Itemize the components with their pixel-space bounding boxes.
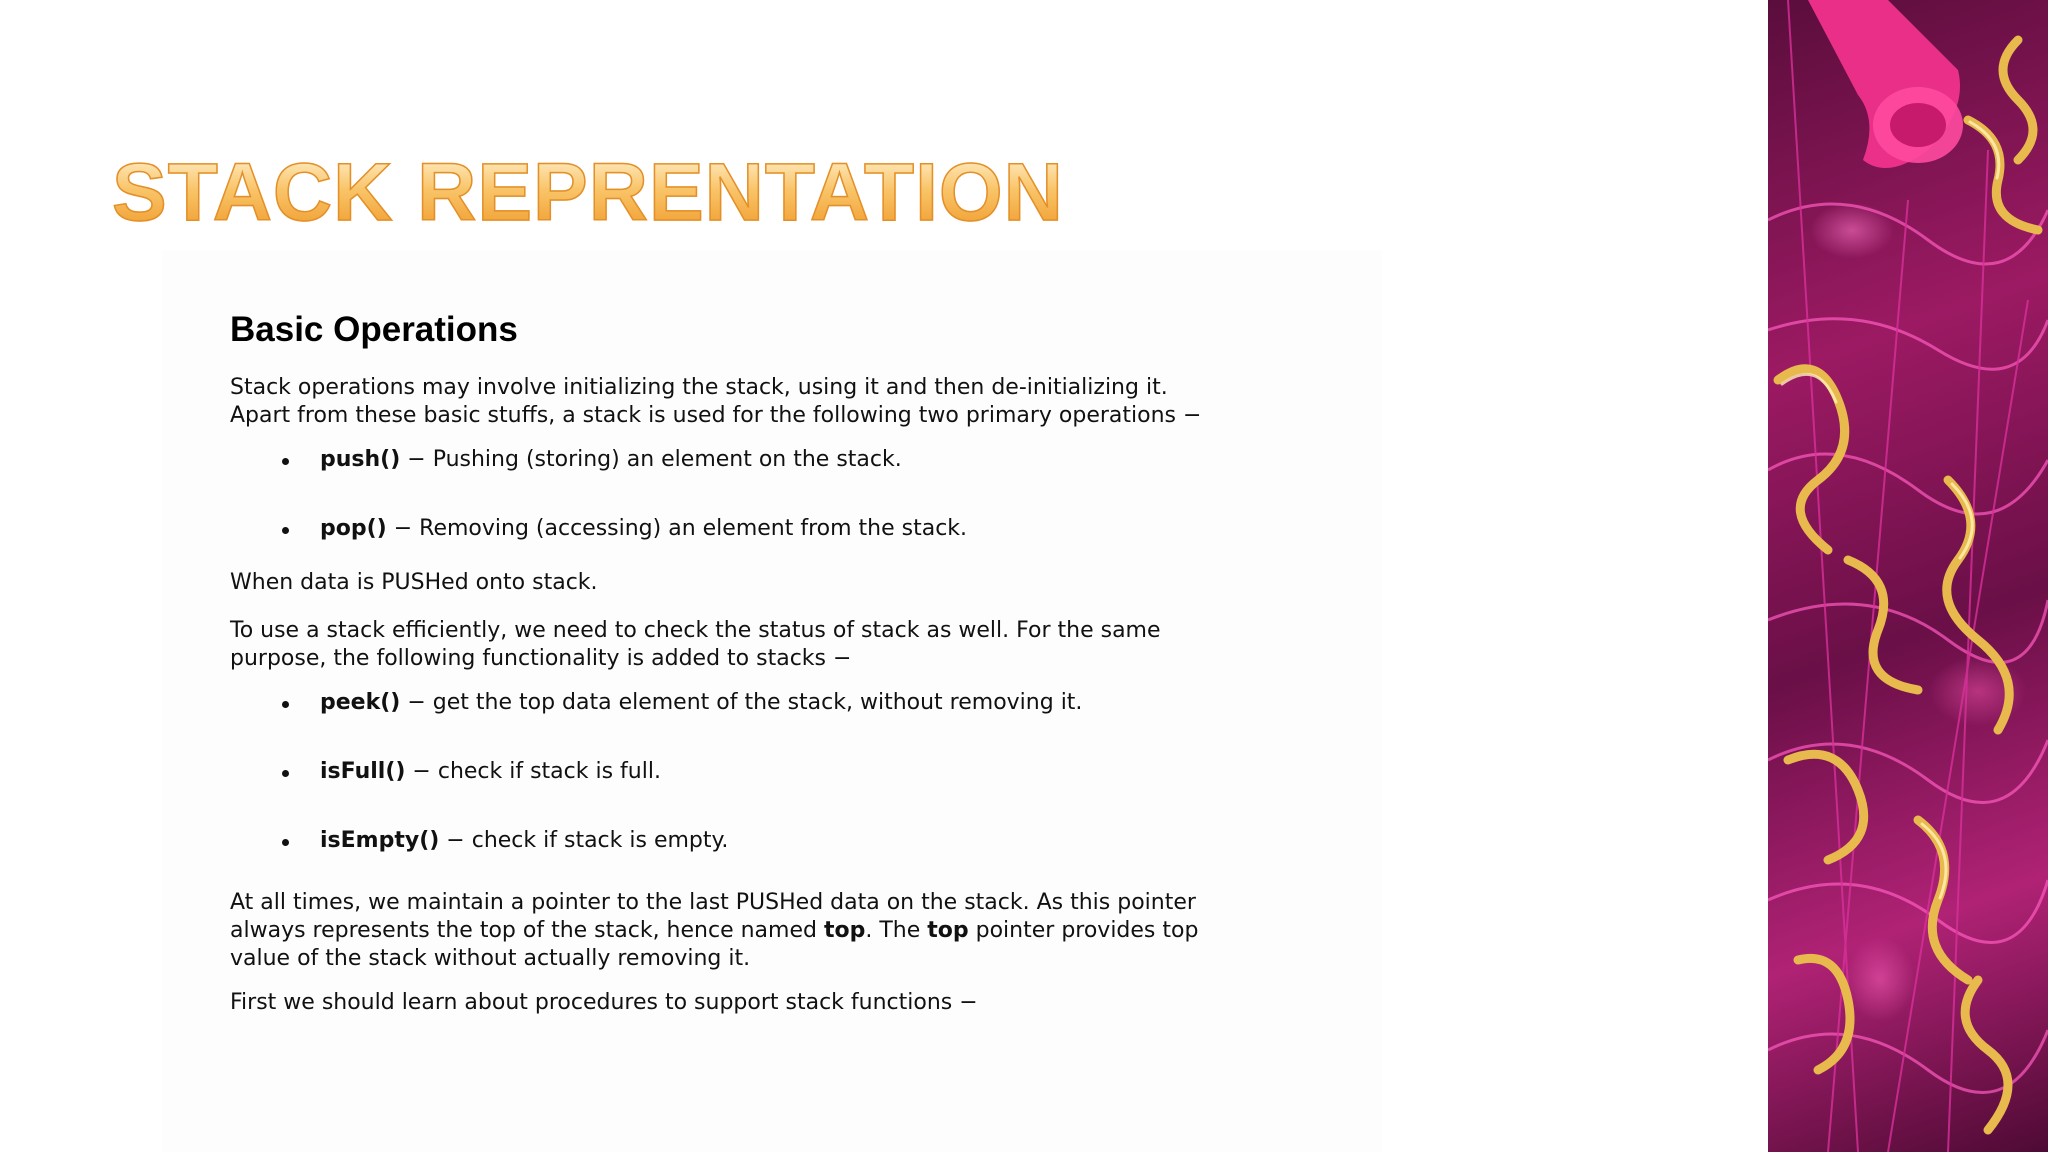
status-intro-line: purpose, the following functionality is added to stacks − [230,646,852,671]
list-item [230,515,1380,543]
bullet-icon [282,527,289,534]
list-item [230,758,1380,786]
primary-operations-list [230,446,1380,543]
operation-desc: − check if stack is full. [405,759,661,784]
pointer-line [230,917,1380,945]
status-operations-list [230,689,1380,855]
pointer-text: . The [865,918,928,943]
bullet-icon [282,458,289,465]
party-streamers-photo-icon [1768,0,2048,1152]
operation-name: peek() [320,690,401,715]
pointer-paragraph [230,889,1380,973]
top-keyword: top [927,918,969,943]
content-body [230,310,1380,1033]
top-keyword: top [823,918,866,943]
intro-line: Apart from these basic stuffs, a stack is used for the following two primary operations − [230,403,1202,428]
bullet-icon [282,839,289,846]
section-heading: Basic Operations [230,310,518,349]
pointer-text: pointer provides top [968,918,1199,943]
operation-name: isFull() [320,759,406,784]
pointer-line: At all times, we maintain a pointer to the last PUSHed data on the stack. As this pointer [230,890,1196,915]
operation-name: push() [320,447,401,472]
bullet-icon [282,770,289,777]
status-intro-paragraph [230,617,1380,673]
pointer-text: always represents the top of the stack, hence named [230,918,824,943]
operation-desc: − check if stack is empty. [439,828,729,853]
list-item [230,446,1380,474]
streamers-art [1768,0,2048,1152]
status-intro-line: To use a stack efficiently, we need to check the status of stack as well. For the same [230,618,1161,643]
operation-name: pop() [320,516,387,541]
push-note: When data is PUSHed onto stack. [230,570,598,595]
operation-name: isEmpty() [320,828,440,853]
list-item [230,827,1380,855]
list-item [230,689,1380,717]
operation-desc: − Pushing (storing) an element on the stack. [400,447,902,472]
intro-line: Stack operations may involve initializing the stack, using it and then de-initializing it. [230,375,1168,400]
operation-desc: − Removing (accessing) an element from the stack. [386,516,968,541]
intro-paragraph [230,374,1380,430]
pointer-line: value of the stack without actually removing it. [230,946,751,971]
closing-paragraph: First we should learn about procedures to support stack functions − [230,990,978,1015]
operation-desc: − get the top data element of the stack, without removing it. [400,690,1083,715]
bullet-icon [282,701,289,708]
slide-title: STACK REPRENTATION [112,147,1064,238]
